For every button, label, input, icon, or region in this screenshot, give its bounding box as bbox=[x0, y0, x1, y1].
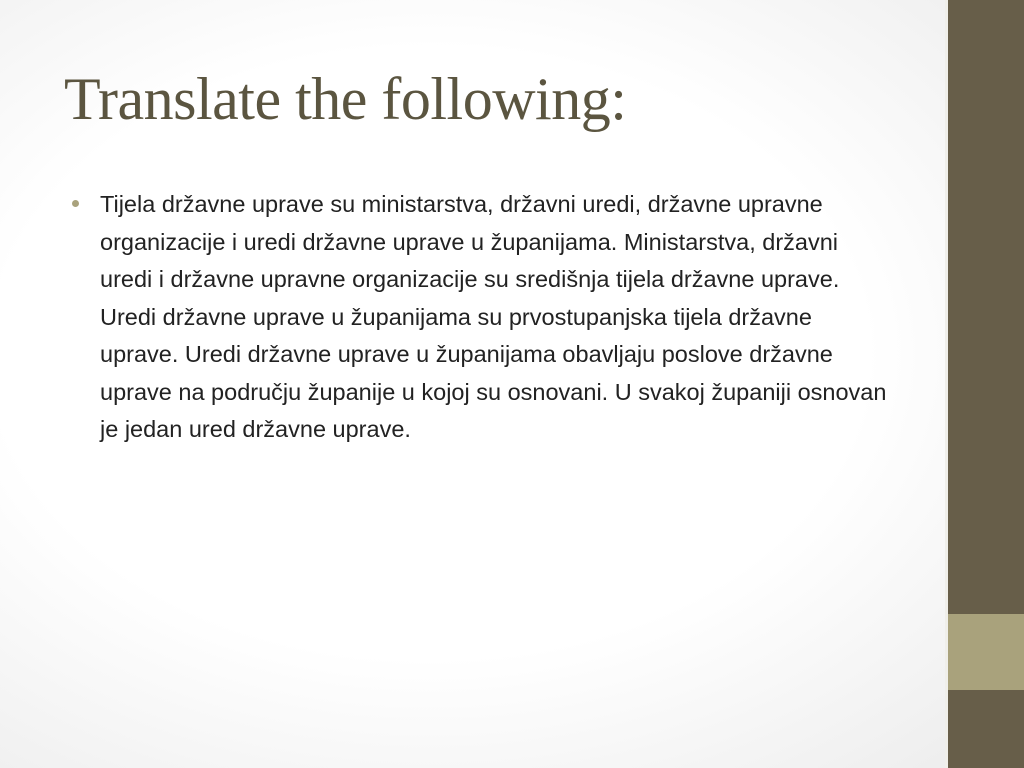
side-accent-block bbox=[948, 614, 1024, 690]
bullet-dot-icon bbox=[72, 200, 79, 207]
bullet-paragraph-1: Tijela državne uprave su ministarstva, državni uredi, državne upravne organizacije i uredi državne uprave u županijama. Ministarstva, državni uredi i državne upravne organizacije su središnja tijela državne uprave. bbox=[100, 191, 840, 292]
slide-title: Translate the following: bbox=[64, 66, 627, 132]
bullet-paragraph-2: Uredi državne uprave u županijama su prvostupanjska tijela državne uprave. Uredi državne uprave u županijama obavljaju poslove državne uprave na području županije u kojoj su osnovani. U svakoj županiji osnovan je jedan ured državne uprave. bbox=[100, 303, 887, 442]
bullet-item bbox=[72, 186, 892, 449]
bullet-text bbox=[100, 186, 892, 449]
slide-content bbox=[72, 186, 892, 449]
